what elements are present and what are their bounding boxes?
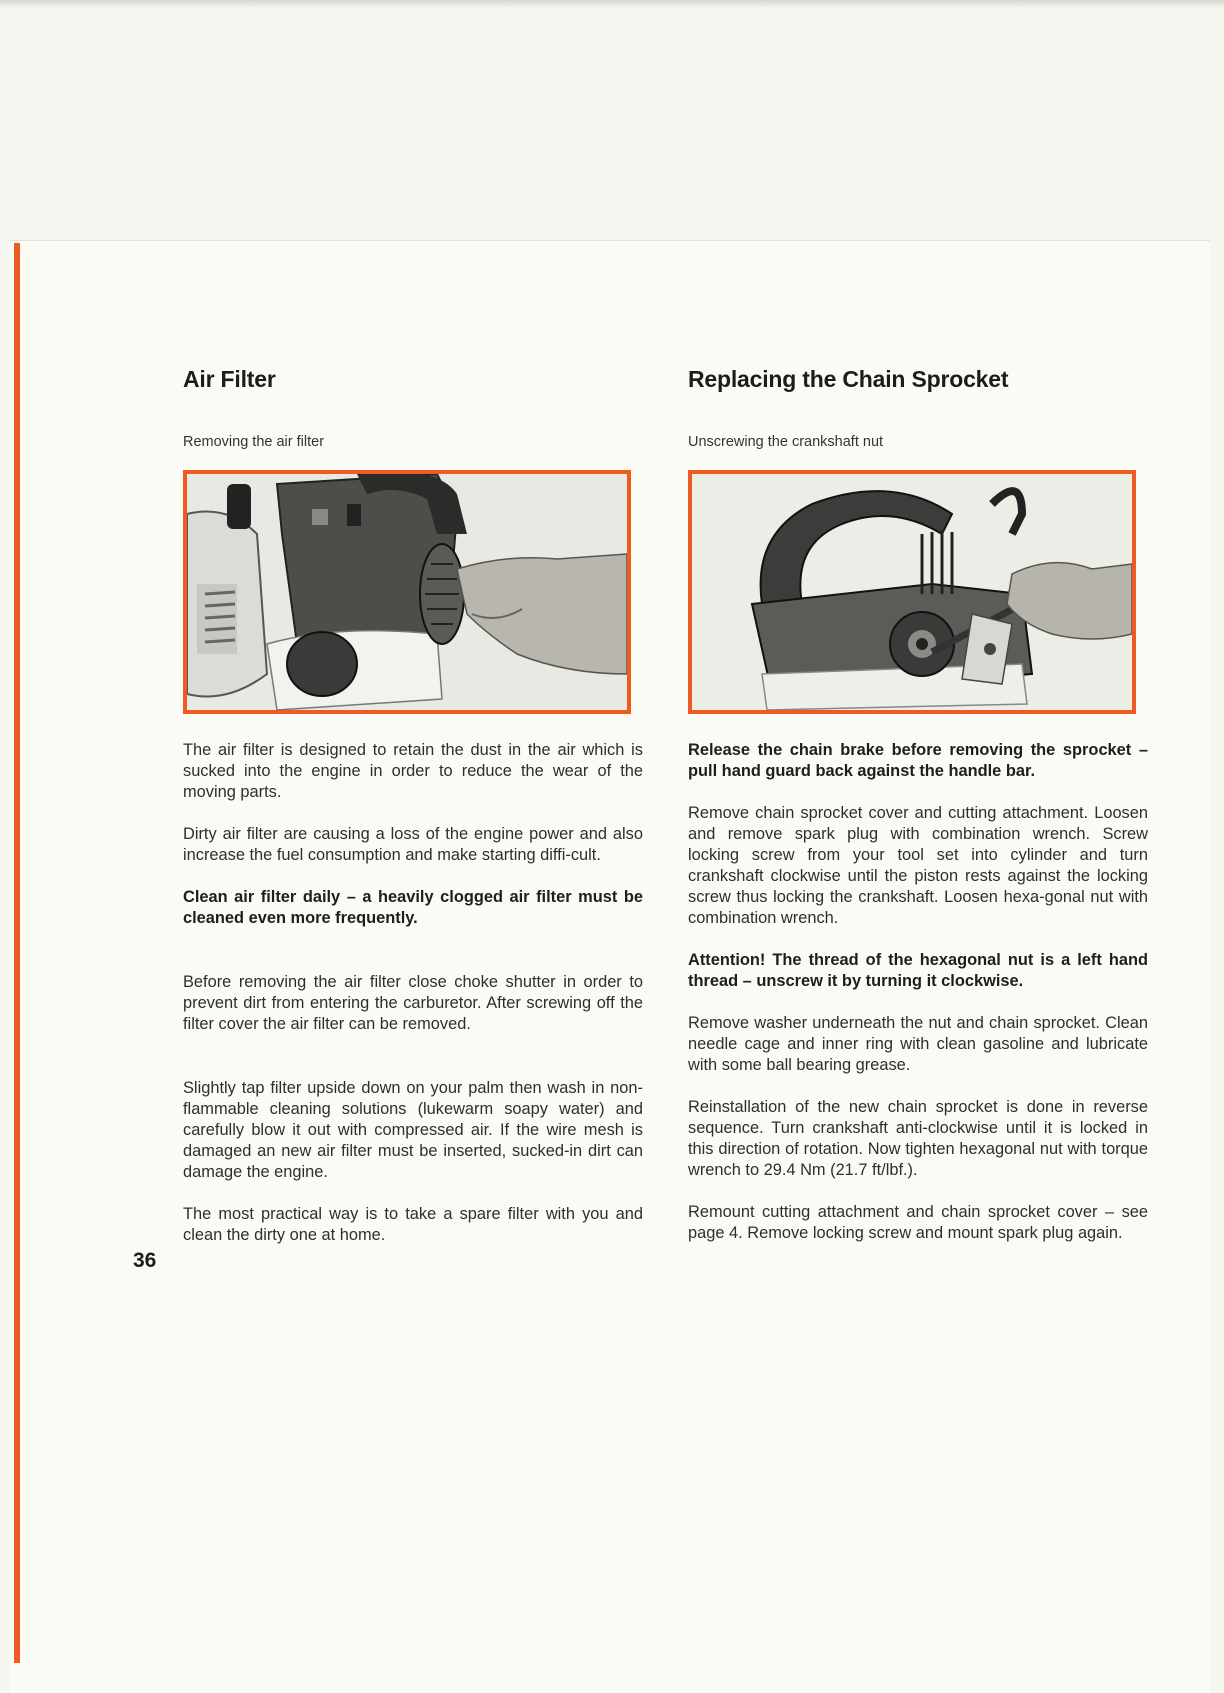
chain-sprocket-paragraph-4: Remove washer underneath the nut and chain sprocket. Clean needle cage and inner ring with clean gasoline and lubricate with some ball bearing grease.: [688, 1014, 1148, 1074]
orange-page-edge: [14, 243, 20, 1663]
air-filter-paragraph-1: The air filter is designed to retain the dust in the air which is sucked into the engine in order to reduce the wear of the moving parts.: [183, 741, 643, 801]
photo-caption-air-filter: Removing the air filter: [183, 434, 325, 450]
chainsaw-air-filter-illustration: [187, 474, 627, 710]
chain-sprocket-text: [688, 740, 1148, 1244]
air-filter-section: [183, 362, 643, 1267]
photo-caption-chain-sprocket: Unscrewing the crankshaft nut: [688, 434, 884, 450]
section-title-air-filter: Air Filter: [183, 366, 276, 392]
air-filter-paragraph-5: Slightly tap filter upside down on your palm then wash in non-flammable cleaning solutions (lukewarm soapy water) and carefully blow it out with compressed air. If the wire mesh is damaged an new air filter must be inserted, sucked-in dirt can damage the engine.: [183, 1079, 643, 1181]
page-number: 36: [133, 1249, 157, 1272]
photo-unscrewing-crankshaft-nut: [688, 470, 1136, 714]
chain-sprocket-paragraph-6: Remount cutting attachment and chain sprocket cover – see page 4. Remove locking screw and mount spark plug again.: [688, 1203, 1148, 1242]
air-filter-paragraph-4: Before removing the air filter close choke shutter in order to prevent dirt from entering the carburetor. After screwing off the filter cover the air filter can be removed.: [183, 973, 643, 1033]
air-filter-paragraph-6: The most practical way is to take a spare filter with you and clean the dirty one at home.: [183, 1205, 643, 1244]
chainsaw-sprocket-illustration: [692, 474, 1132, 710]
chain-brake-warning: Release the chain brake before removing the sprocket – pull hand guard back against the handle bar.: [688, 741, 1148, 780]
left-hand-thread-warning: Attention! The thread of the hexagonal nut is a left hand thread – unscrew it by turning it clockwise.: [688, 951, 1148, 990]
section-title-chain-sprocket: Replacing the Chain Sprocket: [688, 366, 1009, 392]
air-filter-paragraph-2: Dirty air filter are causing a loss of the engine power and also increase the fuel consumption and make starting diffi-cult.: [183, 825, 643, 864]
scan-edge-top: [0, 0, 1224, 8]
chain-sprocket-paragraph-5: Reinstallation of the new chain sprocket is done in reverse sequence. Turn crankshaft anti-clockwise until it is locked in this direction of rotation. Now tighten hexagonal nut with torque wrench to 29.4 Nm (21.7 ft/lbf.).: [688, 1098, 1148, 1179]
air-filter-text: [183, 740, 643, 1246]
air-filter-warning: Clean air filter daily – a heavily clogged air filter must be cleaned even more frequently.: [183, 888, 643, 927]
chain-sprocket-paragraph-2: Remove chain sprocket cover and cutting attachment. Loosen and remove spark plug with combination wrench. Screw locking screw from your tool set into cylinder and turn crankshaft clockwise until the piston rests against the locking screw thus locking the crankshaft. Loosen hexa-gonal nut with combination wrench.: [688, 804, 1148, 927]
chain-sprocket-section: [688, 362, 1148, 1265]
photo-removing-air-filter: [183, 470, 631, 714]
